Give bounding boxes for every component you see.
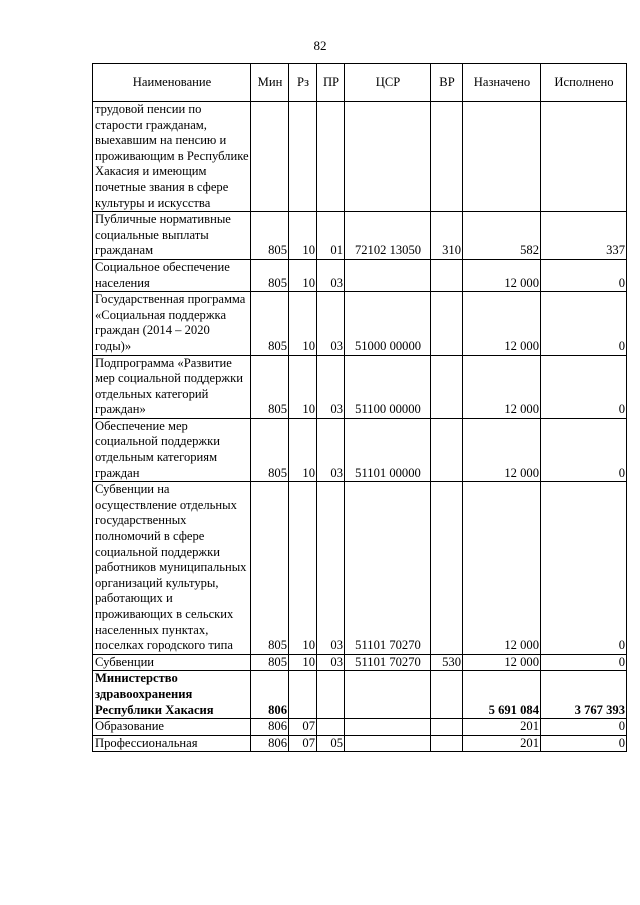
cell-name: Государственная программа «Социальная поддержка граждан (2014 – 2020 годы)» [93,292,251,355]
cell-vr [431,418,463,481]
cell-csr: 51101 70270 [345,482,431,655]
cell-vr [431,292,463,355]
cell-csr: 51100 00000 [345,355,431,418]
cell-pr: 03 [317,259,345,291]
table-row [93,102,627,212]
cell-executed: 0 [541,292,627,355]
cell-vr [431,719,463,736]
cell-min: 805 [251,212,289,260]
table-row [93,654,627,671]
table-row [93,735,627,752]
table-body [93,102,627,752]
cell-vr [431,671,463,719]
cell-executed [541,102,627,212]
cell-min: 805 [251,482,289,655]
cell-executed: 0 [541,719,627,736]
cell-vr [431,259,463,291]
cell-vr [431,102,463,212]
cell-rz: 10 [289,482,317,655]
cell-min: 806 [251,735,289,752]
cell-pr: 03 [317,418,345,481]
header-vr: ВР [431,64,463,102]
cell-csr: 72102 13050 [345,212,431,260]
cell-assigned: 582 [463,212,541,260]
cell-csr: 51101 70270 [345,654,431,671]
cell-vr [431,735,463,752]
cell-rz: 10 [289,259,317,291]
cell-pr: 03 [317,355,345,418]
cell-min [251,102,289,212]
table-row [93,259,627,291]
cell-pr [317,102,345,212]
cell-name: Министерство здравоохранения Республики Хакасия [93,671,251,719]
cell-name: Социальное обеспечение населения [93,259,251,291]
cell-name: Обеспечение мер социальной поддержки отдельным категориям граждан [93,418,251,481]
budget-table [92,63,627,752]
cell-pr: 01 [317,212,345,260]
cell-rz: 07 [289,719,317,736]
header-min: Мин [251,64,289,102]
cell-executed: 0 [541,355,627,418]
cell-csr: 51101 00000 [345,418,431,481]
header-pr: ПР [317,64,345,102]
cell-name: Субвенции на осуществление отдельных государственных полномочий в сфере социальной поддержки работников муниципальных организаций культуры, работающих и проживающих в сельских населенных пунктах, поселках городского типа [93,482,251,655]
cell-csr [345,102,431,212]
table-row [93,292,627,355]
cell-name: Подпрограмма «Развитие мер социальной поддержки отдельных категорий граждан» [93,355,251,418]
cell-name: Субвенции [93,654,251,671]
header-csr: ЦСР [345,64,431,102]
cell-rz: 10 [289,654,317,671]
cell-pr: 03 [317,292,345,355]
cell-rz [289,102,317,212]
table-row [93,212,627,260]
cell-rz: 10 [289,212,317,260]
cell-name: трудовой пенсии по старости гражданам, выехавшим на пенсию и проживающим в Республике Хакасия и имеющим почетные звания в сфере культуры и искусства [93,102,251,212]
cell-pr [317,671,345,719]
cell-rz: 10 [289,292,317,355]
cell-executed: 0 [541,418,627,481]
cell-executed: 337 [541,212,627,260]
cell-vr: 310 [431,212,463,260]
cell-csr [345,671,431,719]
table-row [93,355,627,418]
header-assigned: Назначено [463,64,541,102]
cell-assigned: 12 000 [463,482,541,655]
cell-assigned: 201 [463,735,541,752]
cell-assigned: 12 000 [463,292,541,355]
header-row [93,64,627,102]
cell-rz [289,671,317,719]
cell-assigned: 12 000 [463,418,541,481]
cell-assigned: 12 000 [463,654,541,671]
table-row [93,482,627,655]
cell-csr [345,259,431,291]
cell-assigned: 201 [463,719,541,736]
cell-name: Профессиональная [93,735,251,752]
cell-csr [345,719,431,736]
cell-assigned: 5 691 084 [463,671,541,719]
cell-rz: 10 [289,418,317,481]
cell-name: Образование [93,719,251,736]
cell-assigned [463,102,541,212]
table-row [93,719,627,736]
table-row [93,418,627,481]
cell-min: 806 [251,719,289,736]
header-name: Наименование [93,64,251,102]
cell-vr [431,482,463,655]
cell-min: 805 [251,355,289,418]
cell-pr [317,719,345,736]
cell-executed: 0 [541,259,627,291]
table-row [93,671,627,719]
cell-vr [431,355,463,418]
header-rz: Рз [289,64,317,102]
header-executed: Исполнено [541,64,627,102]
cell-name: Публичные нормативные социальные выплаты гражданам [93,212,251,260]
cell-min: 805 [251,654,289,671]
cell-csr: 51000 00000 [345,292,431,355]
cell-rz: 07 [289,735,317,752]
cell-executed: 0 [541,482,627,655]
cell-min: 806 [251,671,289,719]
cell-vr: 530 [431,654,463,671]
cell-min: 805 [251,292,289,355]
cell-csr [345,735,431,752]
cell-executed: 0 [541,735,627,752]
cell-min: 805 [251,418,289,481]
cell-executed: 3 767 393 [541,671,627,719]
cell-pr: 05 [317,735,345,752]
cell-pr: 03 [317,654,345,671]
cell-min: 805 [251,259,289,291]
page-number: 82 [313,38,327,53]
cell-assigned: 12 000 [463,259,541,291]
cell-assigned: 12 000 [463,355,541,418]
cell-rz: 10 [289,355,317,418]
cell-executed: 0 [541,654,627,671]
cell-pr: 03 [317,482,345,655]
